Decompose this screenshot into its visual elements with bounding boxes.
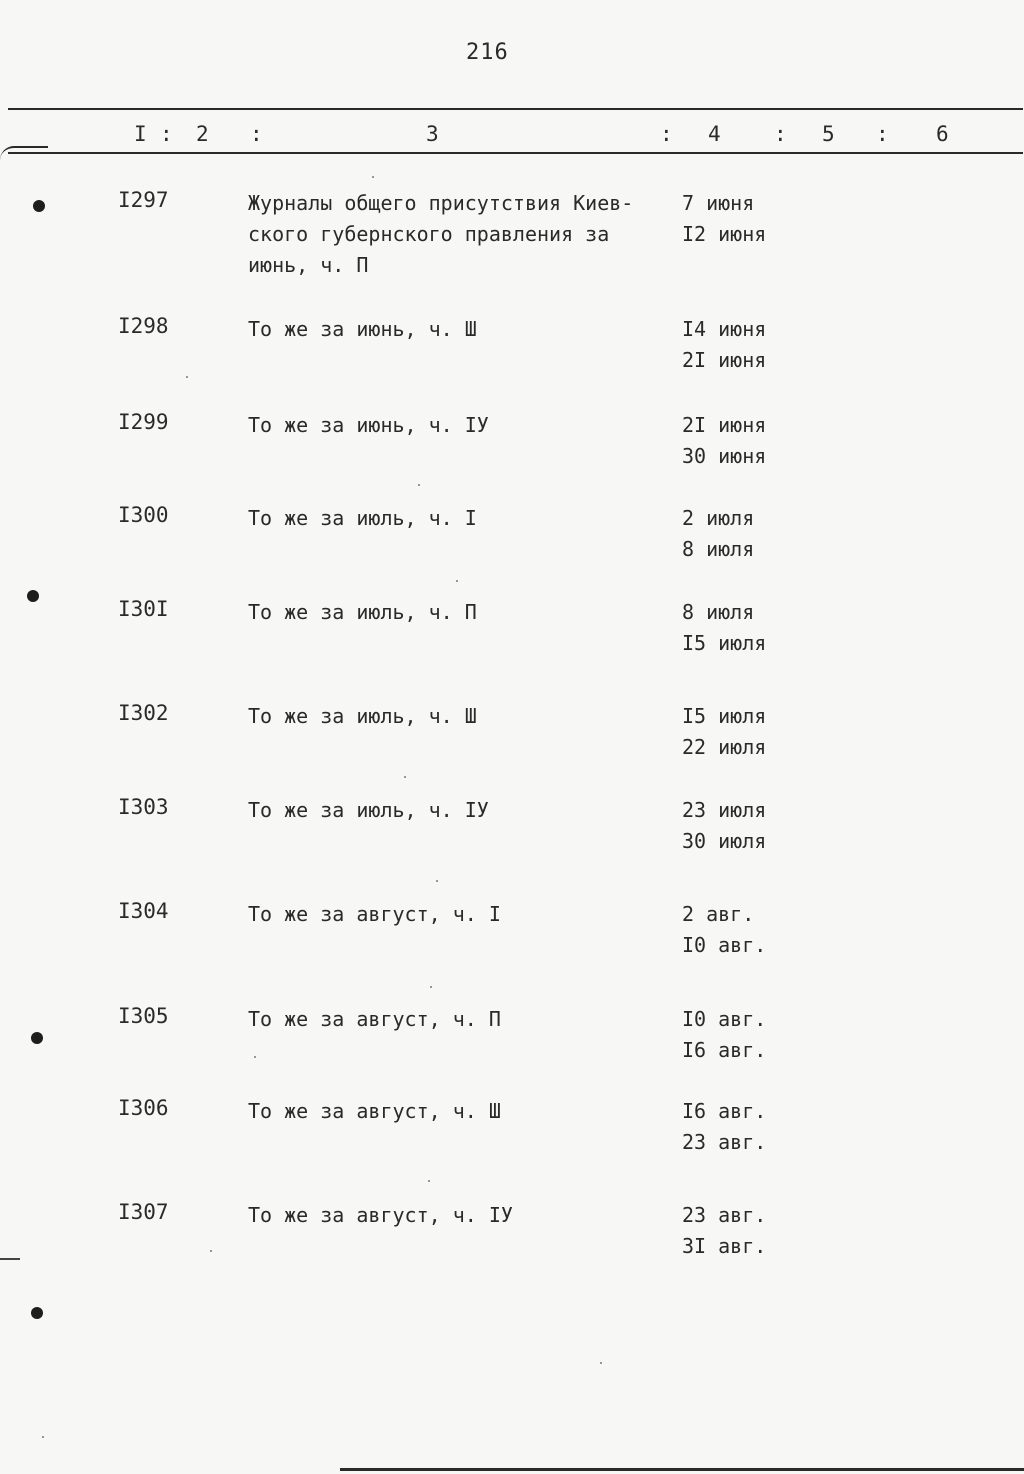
- date-to: 30 июня: [682, 444, 767, 468]
- header-col-4: 4: [708, 122, 721, 146]
- record-number: I298: [118, 314, 169, 338]
- record-description: То же за июнь, ч. IУ: [248, 413, 489, 437]
- date-to: 8 июля: [682, 537, 755, 561]
- date-from: 2 авг.: [682, 902, 755, 926]
- record-description: То же за июль, ч. Ш: [248, 704, 477, 728]
- record-dates: [682, 314, 766, 376]
- date-from: 2 июля: [682, 506, 755, 530]
- header-col-2: 2: [196, 122, 209, 146]
- scan-speck: [430, 986, 432, 988]
- record-dates: [682, 597, 766, 659]
- table-header: [0, 122, 1024, 152]
- record-description: То же за август, ч. IУ: [248, 1203, 513, 1227]
- record-description: Журналы общего присутствия Киев- ского губернского правления за июнь, ч. П: [248, 191, 634, 277]
- scan-speck: [210, 1250, 212, 1252]
- header-separator: :: [876, 122, 889, 146]
- record-number: I299: [118, 410, 169, 434]
- date-to: 23 авг.: [682, 1130, 767, 1154]
- record-description: То же за июль, ч. П: [248, 600, 477, 624]
- scan-speck: [404, 776, 406, 778]
- date-from: 7 июня: [682, 191, 755, 215]
- header-col-3: 3: [426, 122, 439, 146]
- record-dates: [682, 1004, 766, 1066]
- record-number: I302: [118, 701, 169, 725]
- date-from: 23 июля: [682, 798, 767, 822]
- margin-dash-mark: [0, 1258, 20, 1260]
- date-from: I0 авг.: [682, 1007, 767, 1031]
- scan-speck: [428, 1180, 430, 1182]
- header-separator: :: [160, 122, 173, 146]
- record-dates: [682, 1200, 766, 1262]
- header-separator: :: [660, 122, 673, 146]
- date-from: 23 авг.: [682, 1203, 767, 1227]
- record-number: I300: [118, 503, 169, 527]
- header-rule-top: [8, 108, 1023, 110]
- date-to: I0 авг.: [682, 933, 767, 957]
- record-description: То же за август, ч. П: [248, 1007, 501, 1031]
- record-number: I303: [118, 795, 169, 819]
- record-description: То же за июнь, ч. Ш: [248, 317, 477, 341]
- record-number: I30I: [118, 597, 169, 621]
- record-dates: [682, 503, 754, 565]
- record-dates: [682, 795, 766, 857]
- date-to: 3I авг.: [682, 1234, 767, 1258]
- record-number: I305: [118, 1004, 169, 1028]
- record-number: I307: [118, 1200, 169, 1224]
- record-dates: [682, 188, 766, 250]
- record-dates: [682, 410, 766, 472]
- date-to: 2I июня: [682, 348, 767, 372]
- date-from: 8 июля: [682, 600, 755, 624]
- scan-speck: [372, 176, 374, 178]
- record-description: То же за август, ч. Ш: [248, 1099, 501, 1123]
- date-from: I6 авг.: [682, 1099, 767, 1123]
- page-number: 216: [466, 40, 509, 65]
- record-description: То же за июль, ч. I: [248, 506, 477, 530]
- scan-speck: [418, 484, 420, 486]
- record-dates: [682, 1096, 766, 1158]
- record-dates: [682, 701, 766, 763]
- footer-rule: [340, 1468, 1024, 1471]
- date-to: I5 июля: [682, 631, 767, 655]
- header-rule-bottom: [8, 152, 1023, 154]
- record-number: I306: [118, 1096, 169, 1120]
- scan-speck: [436, 880, 438, 882]
- header-col-1: I: [134, 122, 147, 146]
- date-from: I4 июня: [682, 317, 767, 341]
- record-description: То же за август, ч. I: [248, 902, 501, 926]
- record-description: То же за июль, ч. IУ: [248, 798, 489, 822]
- record-number: I297: [118, 188, 169, 212]
- scan-speck: [186, 376, 188, 378]
- punch-hole: [27, 590, 39, 602]
- punch-hole: [31, 1307, 43, 1319]
- date-from: 2I июня: [682, 413, 767, 437]
- date-to: I2 июня: [682, 222, 767, 246]
- scan-speck: [600, 1362, 602, 1364]
- punch-hole: [33, 200, 45, 212]
- scan-speck: [456, 580, 458, 582]
- header-col-5: 5: [822, 122, 835, 146]
- header-col-6: 6: [936, 122, 949, 146]
- header-rule-curl: [0, 146, 48, 160]
- scan-speck: [42, 1436, 44, 1438]
- date-to: 30 июля: [682, 829, 767, 853]
- date-to: I6 авг.: [682, 1038, 767, 1062]
- scan-speck: [254, 1056, 256, 1058]
- record-dates: [682, 899, 766, 961]
- header-separator: :: [774, 122, 787, 146]
- date-from: I5 июля: [682, 704, 767, 728]
- header-separator: :: [250, 122, 263, 146]
- date-to: 22 июля: [682, 735, 767, 759]
- record-number: I304: [118, 899, 169, 923]
- punch-hole: [31, 1032, 43, 1044]
